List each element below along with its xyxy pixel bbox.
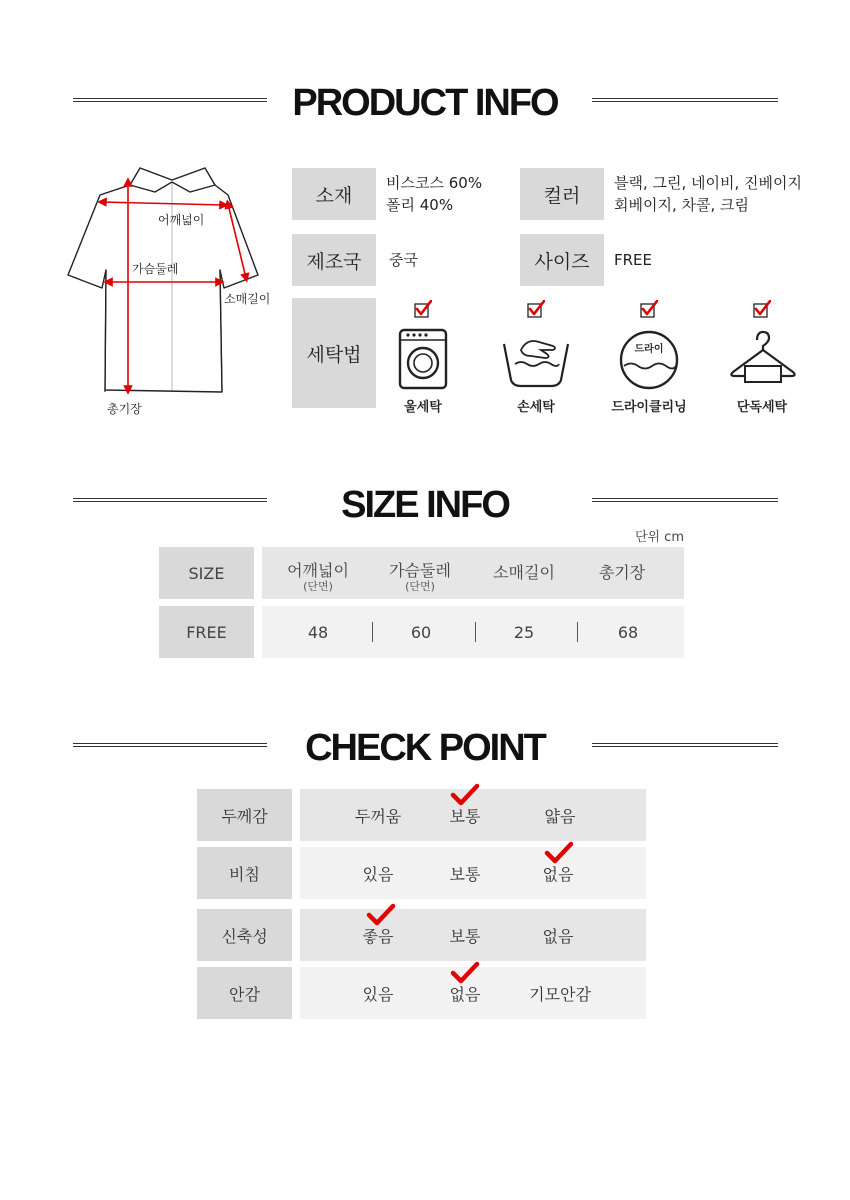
check-row-label: 비침 (197, 847, 292, 899)
size-col-sub: (단면) (405, 579, 435, 593)
checkbox-checked-icon (640, 300, 658, 318)
length-label: 총기장 (107, 402, 142, 416)
dry-clean-icon-text: 드라이 (634, 344, 664, 355)
size-col-name: 소매길이 (493, 562, 555, 582)
check-option: 기모안감 (529, 984, 591, 1004)
wash-label: 세탁법 (292, 298, 376, 408)
check-option: 얇음 (544, 806, 576, 826)
material-label: 소재 (292, 168, 376, 220)
check-option: 보통 (449, 806, 481, 826)
size-row-text: FREE (186, 622, 227, 642)
checkbox-checked-icon (414, 300, 432, 318)
check-row-label: 안감 (197, 967, 292, 1019)
material-value (386, 172, 482, 216)
check-row-label: 신축성 (197, 909, 292, 961)
unit-label: 단위 cm (634, 530, 684, 545)
size-label: 사이즈 (520, 234, 604, 286)
washing-machine-icon (388, 328, 458, 390)
size-row-label (159, 606, 254, 658)
size-value: FREE (614, 251, 653, 269)
size-header-text: SIZE (188, 563, 225, 583)
dry-clean-icon (614, 328, 684, 390)
wash-caption: 손세탁 (517, 400, 555, 415)
size-value: 60 (410, 622, 432, 642)
wash-caption: 단독세탁 (736, 400, 788, 415)
size-col-header (268, 557, 368, 593)
color-label: 컬러 (520, 168, 604, 220)
check-option: 없음 (542, 864, 574, 884)
wash-item-hand (481, 300, 591, 420)
size-value: 68 (617, 622, 639, 642)
size-header-label (159, 547, 254, 599)
origin-label: 제조국 (292, 234, 376, 286)
shirt-measurement-diagram (60, 160, 285, 420)
wash-caption: 드라이클리닝 (611, 400, 687, 415)
red-checkmark-icon (366, 903, 396, 927)
check-option: 있음 (362, 984, 394, 1004)
material-line-2: 폴리 40% (386, 196, 454, 214)
origin-value: 중국 (389, 251, 418, 269)
red-checkmark-icon (544, 841, 574, 865)
color-line-2: 회베이지, 차콜, 크림 (614, 196, 749, 214)
checkbox-checked-icon (753, 300, 771, 318)
size-col-name: 어깨넓이 (287, 560, 349, 580)
size-info-title: SIZE INFO (341, 484, 509, 526)
check-option: 좋음 (362, 926, 394, 946)
size-value: 25 (513, 622, 535, 642)
size-col-header (370, 557, 470, 593)
color-line-1: 블랙, 그린, 네이비, 진베이지 (614, 174, 802, 192)
wash-item-wool (368, 300, 478, 420)
check-point-title: CHECK POINT (305, 727, 545, 769)
shoulder-label: 어깨넓이 (158, 213, 205, 227)
size-col-header (474, 557, 574, 585)
color-value (614, 172, 802, 216)
size-value: 48 (307, 622, 329, 642)
size-col-name: 가슴둘레 (389, 560, 451, 580)
product-info-title: PRODUCT INFO (292, 82, 558, 124)
hanger-icon (727, 328, 797, 390)
check-row-options (300, 909, 646, 961)
title-rule-right (592, 98, 778, 102)
size-col-name: 총기장 (598, 562, 646, 582)
hand-wash-icon (501, 328, 571, 390)
check-option: 보통 (449, 926, 481, 946)
material-line-1: 비스코스 60% (386, 174, 483, 192)
wash-item-dry-clean (594, 300, 704, 420)
check-option: 두꺼움 (354, 806, 402, 826)
wash-item-separate (707, 300, 817, 420)
title-rule-right (592, 743, 778, 747)
red-checkmark-icon (450, 783, 480, 807)
chest-label: 가슴둘레 (132, 262, 179, 276)
checkbox-checked-icon (527, 300, 545, 318)
title-rule-right (592, 498, 778, 502)
check-option: 있음 (362, 864, 394, 884)
red-checkmark-icon (450, 961, 480, 985)
check-option: 없음 (449, 984, 481, 1004)
wash-caption: 울세탁 (404, 400, 442, 415)
check-row-label: 두께감 (197, 789, 292, 841)
check-row-options (300, 847, 646, 899)
check-option: 없음 (542, 926, 574, 946)
check-option: 보통 (449, 864, 481, 884)
size-col-sub: (단면) (303, 579, 333, 593)
sleeve-label: 소매길이 (224, 292, 271, 306)
size-col-header (572, 557, 672, 585)
